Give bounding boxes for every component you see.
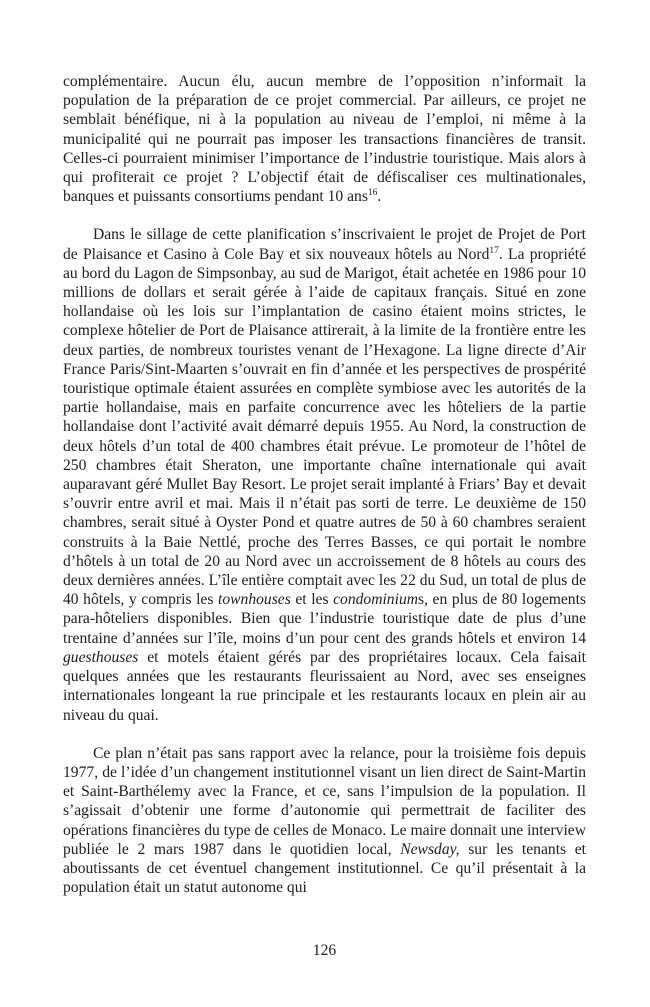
text-block	[63, 72, 586, 897]
paragraph-3: Ce plan n’était pas sans rapport avec la relance, pour la troisième fois depuis 1977, de l’idée d’un changement institutionnel visant un lien direct de Saint-Martin et Saint-Barthélemy avec la France, et ce, sans l’impulsion de la population. Il s’agissait d’obtenir une forme d’autonomie qui permettrait de faciliter des opérations financières du type de celles de Monaco. Le maire donnait une interview publiée le 2 mars 1987 dans le quotidien local, Newsday, sur les tenants et aboutissants de cet éventuel changement institutionnel. Ce qu’il présentait à la population était un statut autonome qui	[63, 744, 586, 897]
paragraph-2: Dans le sillage de cette planification s’inscrivaient le projet de Projet de Port de Plaisance et Casino à Cole Bay et six nouveaux hôtels au Nord$^{17}$. La propriété au bord du Lagon de Simpsonbay, au sud de Marigot, était achetée en 1986 pour 10 millions de dollars et serait gérée à l’aide de capitaux français. Situé en zone hollandaise où les lois sur l’implantation de casino étaient moins strictes, le complexe hôtelier de Port de Plaisance attirerait, à la limite de la frontière entre les deux parties, de nombreux touristes venant de l’Hexagone. La ligne directe d’Air France Paris/Sint-Maarten s’ouvrait en fin d’année et les perspectives de prospérité touristique optimale étaient assurées en complète symbiose avec les autorités de la partie hollandaise, mais en parfaite concurrence avec les hôteliers de la partie hollandaise dont l’activité avait démarré depuis 1955. Au Nord, la construction de deux hôtels d’un total de 400 chambres était prévue. Le promoteur de l’hôtel de 250 chambres était Sheraton, une importante chaîne internationale qui avait auparavant géré Mullet Bay Resort. Le projet serait implanté à Friars’ Bay et devait s’ouvrir entre avril et mai. Mais il n’était pas sorti de terre. Le deuxième de 150 chambres, serait situé à Oyster Pond et quatre autres de 50 à 60 chambres seraient construits à la Baie Nettlé, proche des Terres Basses, ce qui portait le nombre d’hôtels à un total de 20 au Nord avec un accroissement de 8 hôtels au cours des deux dernières années. L’île entière comptait avec les 22 du Sud, un total de plus de 40 hôtels, y compris les townhouses et les condominiums, en plus de 80 logements para-hôteliers disponibles. Bien que l’industrie touristique date de plus d’une trentaine d’années sur l’île, moins d’un pour cent des grands hôtels et environ 14 guesthouses et motels étaient gérés par des propriétaires locaux. Cela faisait quelques années que les restaurants fleurissaient au Nord, avec ses enseignes internationales longeant la rue principale et les restaurants locaux en plein air au niveau du quai.	[63, 226, 586, 724]
paragraph-1: complémentaire. Aucun élu, aucun membre de l’opposition n’informait la population de la préparation de ce projet commercial. Par ailleurs, ce projet ne semblait bénéfique, ni à la population au niveau de l’emploi, ni même à la municipalité qui ne pourrait pas imposer les transactions financières de transit. Celles-ci pourraient minimiser l’importance de l’industrie touristique. Mais alors à qui profiterait ce projet ? L’objectif était de défiscaliser ces multinationales, banques et puissants consortiums pendant 10 ans$^{16}$.	[63, 73, 586, 206]
page-number: 126	[312, 942, 337, 959]
